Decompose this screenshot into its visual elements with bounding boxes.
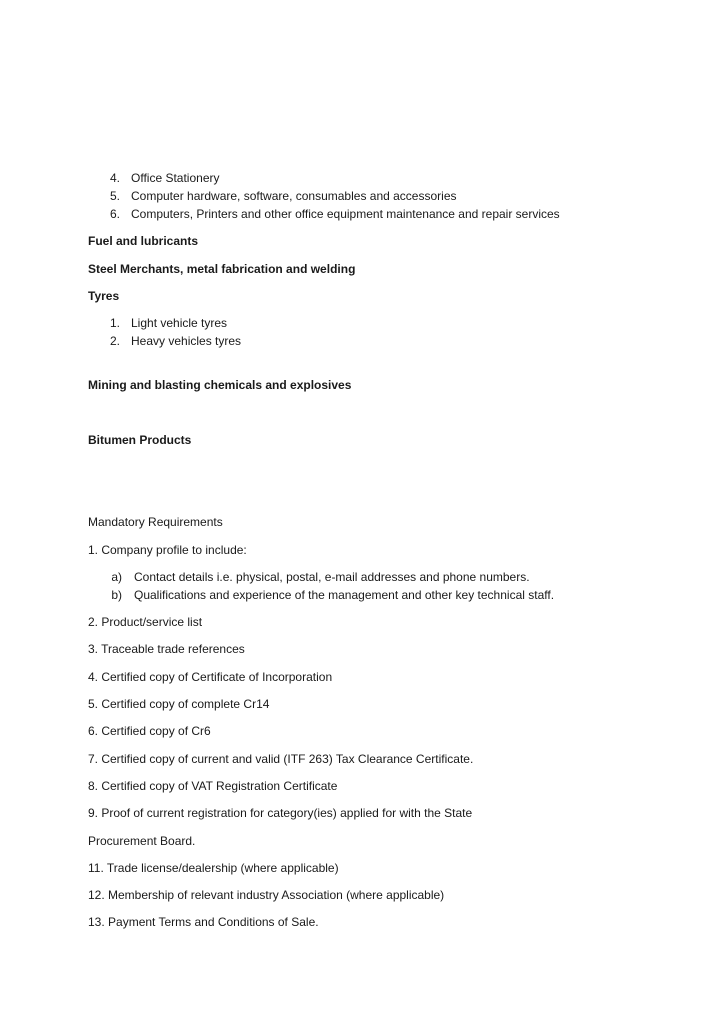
requirement-13: 13. Payment Terms and Conditions of Sale. <box>88 915 319 929</box>
requirement-3: 3. Traceable trade references <box>88 642 245 656</box>
requirement-9: 9. Proof of current registration for category(ies) applied for with the State <box>88 806 473 820</box>
requirement-5: 5. Certified copy of complete Cr14 <box>88 697 270 711</box>
list-number: 5. <box>109 189 120 203</box>
requirement-12: 12. Membership of relevant industry Association (where applicable) <box>88 888 445 902</box>
heading-bitumen: Bitumen Products <box>88 433 192 447</box>
list-number: 1. <box>109 316 120 330</box>
list-text: Contact details i.e. physical, postal, e-mail addresses and phone numbers. <box>134 570 530 584</box>
list-text: Light vehicle tyres <box>131 316 228 330</box>
requirement-11: 11. Trade license/dealership (where applicable) <box>88 861 339 875</box>
list-text: Office Stationery <box>131 171 220 185</box>
requirement-7: 7. Certified copy of current and valid (ITF 263) Tax Clearance Certificate. <box>88 752 474 766</box>
list-text: Qualifications and experience of the management and other key technical staff. <box>134 588 555 602</box>
requirement-6: 6. Certified copy of Cr6 <box>88 724 211 738</box>
heading-tyres: Tyres <box>88 289 120 303</box>
list-number: 6. <box>109 207 120 221</box>
list-text: Computers, Printers and other office equipment maintenance and repair services <box>131 207 560 221</box>
mandatory-title: Mandatory Requirements <box>88 515 223 529</box>
heading-fuel: Fuel and lubricants <box>88 234 199 248</box>
heading-steel: Steel Merchants, metal fabrication and welding <box>88 262 356 276</box>
list-text: Heavy vehicles tyres <box>131 334 242 348</box>
list-letter: b) <box>111 588 122 602</box>
requirement-2: 2. Product/service list <box>88 615 203 629</box>
list-number: 2. <box>109 334 120 348</box>
list-text: Computer hardware, software, consumables and accessories <box>131 189 457 203</box>
requirement-8: 8. Certified copy of VAT Registration Certificate <box>88 779 338 793</box>
requirement-9-continued: Procurement Board. <box>88 834 196 848</box>
list-letter: a) <box>111 570 122 584</box>
requirement-1: 1. Company profile to include: <box>88 543 247 557</box>
heading-mining: Mining and blasting chemicals and explosives <box>88 378 352 392</box>
requirement-4: 4. Certified copy of Certificate of Incorporation <box>88 670 333 684</box>
list-number: 4. <box>109 171 120 185</box>
